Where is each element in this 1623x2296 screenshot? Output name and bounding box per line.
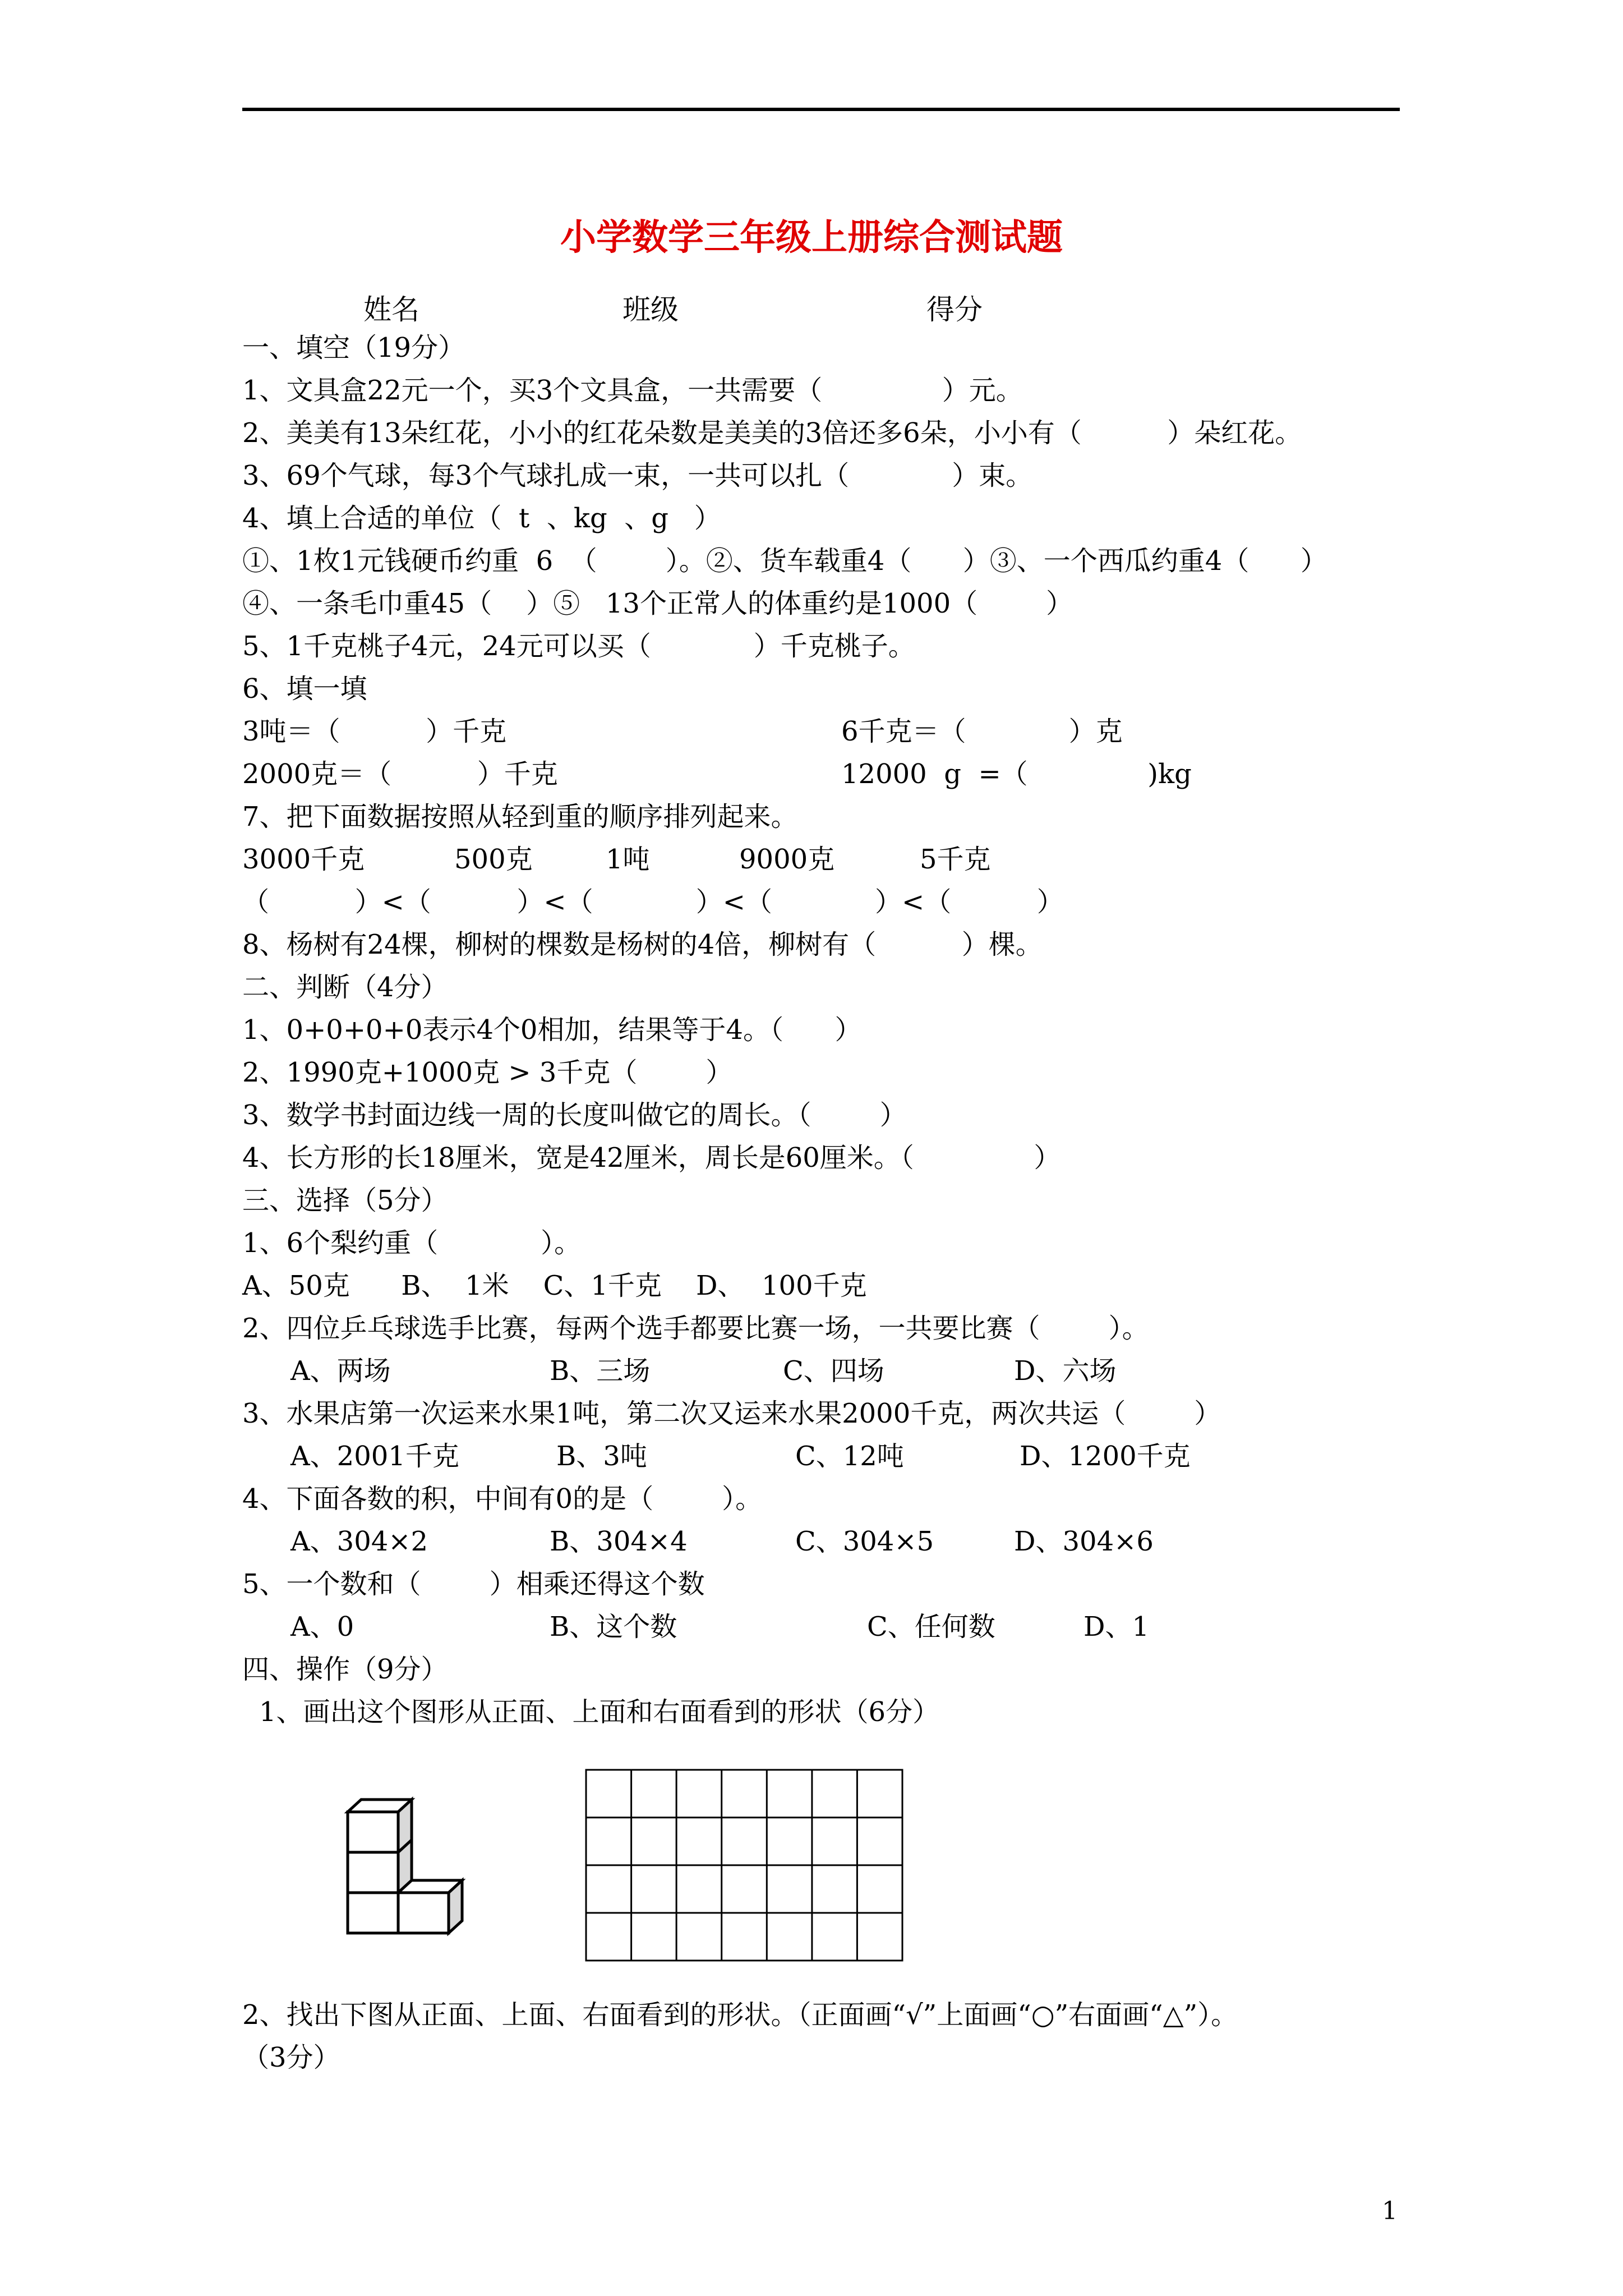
weight-item: 1吨: [606, 844, 650, 875]
question: 2、1990克+1000克 > 3千克（ ）: [242, 1057, 733, 1088]
class-label: 班级: [623, 293, 679, 326]
section-heading: 三、选择（5分）: [242, 1185, 448, 1216]
question: 1、0+0+0+0表示4个0相加，结果等于4。（ ）: [242, 1014, 862, 1046]
question: 1、画出这个图形从正面、上面和右面看到的形状（6分）: [259, 1696, 940, 1728]
option: C、任何数: [867, 1611, 995, 1642]
question: 5、1千克桃子4元，24元可以买（ ）千克桃子。: [242, 631, 915, 662]
option: B、304×4: [550, 1526, 688, 1557]
option: B、这个数: [550, 1611, 677, 1642]
option: B、3吨: [556, 1441, 647, 1472]
question: 2、四位乒乓球选手比赛，每两个选手都要比赛一场，一共要比赛（ ）。: [242, 1313, 1149, 1344]
question: 4、填上合适的单位（ t 、kg 、g ）: [242, 503, 721, 534]
option: C、12吨: [795, 1441, 904, 1472]
option: D、1200千克: [1020, 1441, 1191, 1472]
weight-item: 3000千克: [242, 844, 365, 875]
top-rule: [242, 108, 1400, 111]
question: 2、找出下图从正面、上面、右面看到的形状。（正面画“√”上面画“○”右面画“△”）。: [242, 1999, 1238, 2031]
option: B、三场: [550, 1355, 651, 1387]
question: 5、一个数和（ ）相乘还得这个数: [242, 1568, 705, 1600]
weight-item: 5千克: [920, 844, 991, 875]
section-heading: 四、操作（9分）: [242, 1654, 448, 1685]
question: 1、6个梨约重（ ）。: [242, 1227, 582, 1259]
question: 7、把下面数据按照从轻到重的顺序排列起来。: [242, 801, 798, 832]
question: 3、数学书封面边线一周的长度叫做它的周长。（ ）: [242, 1099, 907, 1131]
page-title: 小学数学三年级上册综合测试题: [560, 217, 1063, 259]
conversion: 12000 g =（ )kg: [841, 758, 1192, 790]
section-heading: 一、填空（19分）: [242, 332, 465, 364]
question-points: （3分）: [242, 2042, 340, 2073]
score-label: 得分: [926, 293, 983, 326]
section-heading: 二、判断（4分）: [242, 972, 448, 1003]
weight-item: 9000克: [739, 844, 835, 875]
option: D、六场: [1014, 1355, 1117, 1387]
option: A、0: [291, 1611, 354, 1642]
option: A、2001千克: [291, 1441, 459, 1472]
option: C、304×5: [795, 1526, 934, 1557]
option: C、四场: [783, 1355, 884, 1387]
option: D、304×6: [1014, 1526, 1154, 1557]
conversion: 2000克＝（ ）千克: [242, 758, 558, 790]
question: 4、下面各数的积，中间有0的是（ ）。: [242, 1483, 763, 1515]
options: A、50克 B、 1米 C、1千克 D、 100千克: [242, 1270, 867, 1301]
drawing-grid: [583, 1767, 909, 1969]
conversion: 3吨＝（ ）千克: [242, 716, 507, 747]
option: A、两场: [291, 1355, 391, 1387]
question: 8、杨树有24棵，柳树的棵数是杨树的4倍，柳树有（ ）棵。: [242, 929, 1043, 960]
option: D、1: [1083, 1611, 1150, 1642]
question: 4、长方形的长18厘米，宽是42厘米，周长是60厘米。（ ）: [242, 1142, 1061, 1174]
cube-stack-figure: [336, 1789, 471, 1947]
name-label: 姓名: [363, 293, 419, 326]
question: ①、1枚1元钱硬币约重 6 （ ）。②、货车载重4（ ）③、一个西瓜约重4（ ）: [242, 545, 1327, 577]
conversion: 6千克＝（ ）克: [841, 716, 1123, 747]
question: 2、美美有13朵红花，小小的红花朵数是美美的3倍还多6朵，小小有（ ）朵红花。: [242, 417, 1302, 449]
option: A、304×2: [291, 1526, 428, 1557]
page-number: 1: [1382, 2197, 1398, 2225]
question: 1、文具盒22元一个，买3个文具盒，一共需要（ ）元。: [242, 375, 1023, 406]
weight-item: 500克: [454, 844, 533, 875]
question: 3、水果店第一次运来水果1吨，第二次又运来水果2000千克，两次共运（ ）: [242, 1398, 1221, 1429]
question: 6、填一填: [242, 673, 367, 705]
question: ④、一条毛巾重45（ ）⑤ 13个正常人的体重约是1000（ ）: [242, 588, 1073, 619]
question: 3、69个气球，每3个气球扎成一束，一共可以扎（ ）束。: [242, 460, 1033, 491]
ordering-blanks: （ ）<（ ）<（ ）<（ ）<（ ）: [242, 886, 1064, 918]
